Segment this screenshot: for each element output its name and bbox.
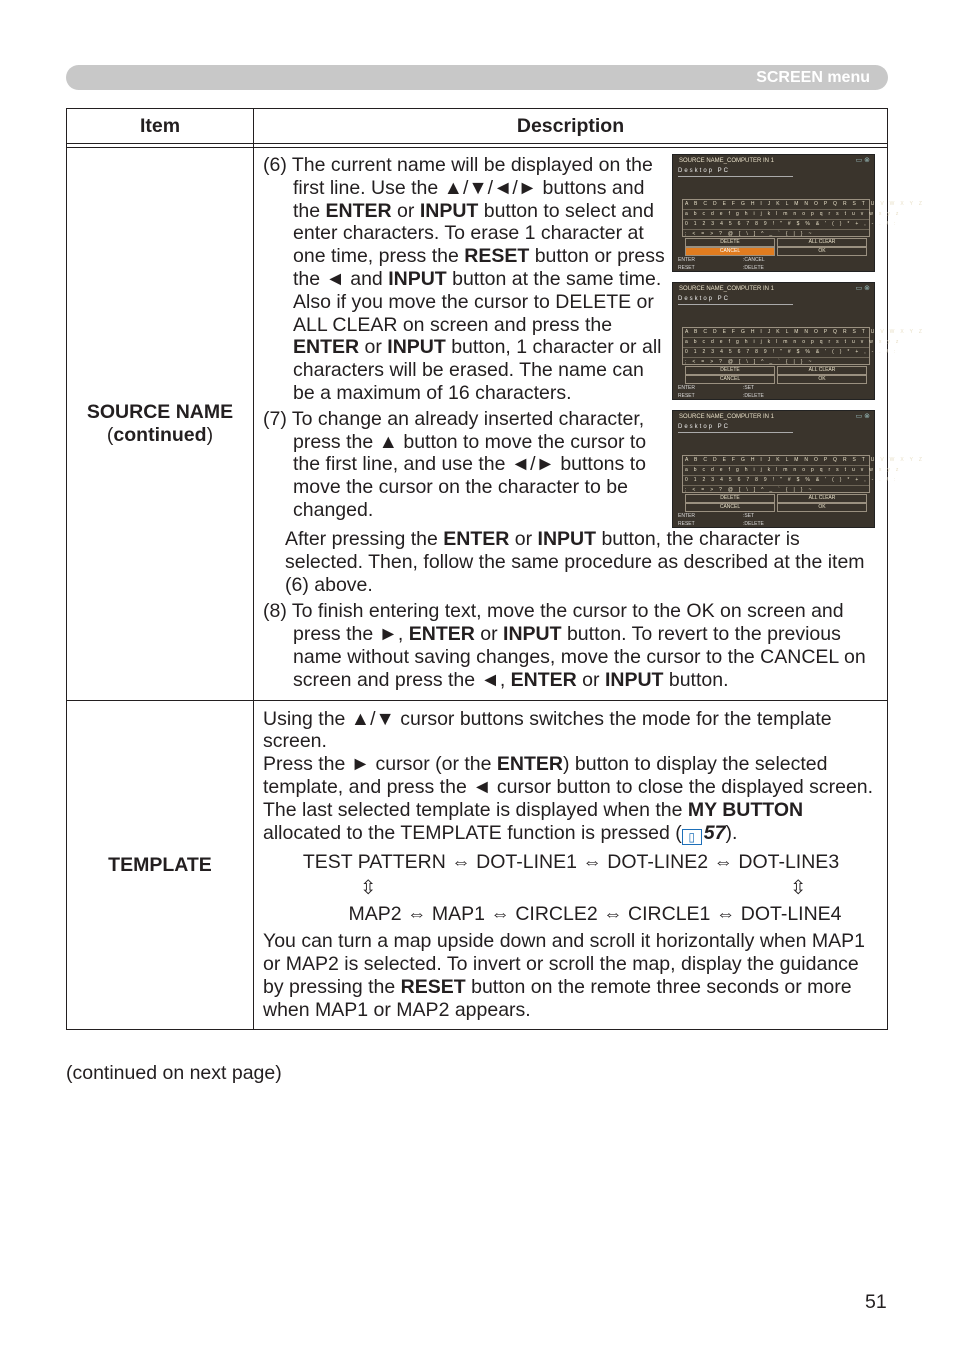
- step-6-text: button, 1 character or all characters will be erased. The name can be a maximum of 16 characters.: [293, 336, 662, 404]
- desc-template: [254, 700, 888, 1030]
- key-hints: [743, 256, 765, 272]
- screen-title: SOURCE NAME_COMPUTER IN 1: [679, 414, 775, 420]
- template-p1: Using the ▲/▼ cursor buttons switches the mode for the template screen.: [263, 707, 832, 753]
- monitor-icon: ▭ ⊗: [855, 413, 870, 420]
- step-7-after: [263, 528, 879, 596]
- key-labels: [678, 384, 695, 400]
- template-p2: [263, 753, 879, 799]
- item-sublabel: [67, 424, 253, 447]
- input-label: INPUT: [387, 336, 446, 359]
- char-grid: [682, 455, 925, 493]
- template-text: You can turn a map upside down and scroll it horizontally when MAP1 or MAP2 is selected. To invert or scroll the map, display the guidance by pressing the: [263, 930, 865, 998]
- ok-button: OK: [777, 503, 867, 512]
- enter-label: ENTER: [443, 528, 510, 550]
- section-header-bar: [66, 65, 888, 90]
- step-6-text: button to select and enter characters. To erase 1 character at one time, press the: [293, 199, 654, 268]
- enter-key: ENTER: [678, 257, 695, 263]
- col-header-description: Description: [254, 109, 888, 144]
- delete-button: DELETE: [685, 494, 775, 503]
- updown-arrow-icon: ⇳: [790, 877, 807, 900]
- template-text: allocated to the TEMPLATE function is pressed (: [263, 821, 682, 844]
- after-text: button, the character is selected. Then, follow the same procedure as described at the item (6) above.: [285, 528, 865, 596]
- step-6-text: button or press the ◄ and: [293, 245, 665, 290]
- table-row-template: [67, 700, 888, 1030]
- continued-label: continued: [113, 423, 207, 446]
- template-text: button on the remote three seconds or more when MAP1 or MAP2 appears.: [263, 975, 852, 1021]
- section-title: SCREEN menu: [756, 69, 870, 86]
- item-source-name: [67, 148, 254, 701]
- item-template: TEMPLATE: [67, 700, 254, 1030]
- name-field: Desktop PC: [678, 167, 793, 177]
- key-hints: [743, 384, 764, 400]
- enter-key: ENTER: [678, 385, 695, 391]
- source-name-screen-2: [672, 282, 925, 400]
- template-text: Press the ► cursor (or the: [263, 753, 497, 776]
- reset-label: RESET: [464, 245, 530, 268]
- key-labels: [678, 512, 695, 528]
- char-row: 0 1 2 3 4 5 6 7 8 9 ! " # $ % & ' ( ) * + , - . / :: [683, 348, 869, 358]
- menu-table: [66, 108, 925, 1030]
- name-field: Desktop PC: [678, 423, 793, 433]
- enter-key: ENTER: [678, 513, 695, 519]
- template-flow-line-2: MAP2 ⇔ MAP1 ⇔ CIRCLE2 ⇔ CIRCLE1 ⇔ DOT-LINE4: [348, 903, 842, 926]
- my-button-label: MY BUTTON: [687, 798, 804, 821]
- paren-open: (: [106, 423, 114, 446]
- source-name-screen-3: [672, 410, 925, 528]
- char-row: ; < = > ? @ [ \ ] ^ _ ` { | } ~: [685, 487, 814, 493]
- col-header-item: Item: [67, 109, 254, 144]
- set-hint: :SET: [743, 385, 755, 391]
- delete-hint: :DELETE: [743, 265, 764, 271]
- template-flow-arrows: [263, 877, 879, 903]
- delete-button: DELETE: [685, 366, 775, 375]
- all-clear-button: ALL CLEAR: [777, 494, 867, 503]
- name-field: Desktop PC: [678, 295, 793, 305]
- step-8: [263, 600, 879, 691]
- step-8-text: button.: [663, 668, 729, 691]
- step-7-text: (7) To change an already inserted character, press the ▲ button to move the cursor to the first line, and use the ◄/► buttons to move the cursor on the character to be changed.: [263, 407, 647, 521]
- char-grid: [682, 199, 925, 237]
- enter-label: ENTER: [325, 199, 392, 222]
- enter-label: ENTER: [510, 668, 577, 691]
- char-row: ; < = > ? @ [ \ ] ^ _ ` { | } ~: [685, 359, 814, 365]
- enter-label: ENTER: [293, 336, 360, 359]
- char-row: A B C D E F G H I J K L M N O P Q R S T U V W X Y Z: [683, 456, 869, 466]
- screen-title: SOURCE NAME_COMPUTER IN 1: [679, 158, 775, 164]
- page-number: 51: [865, 1291, 887, 1313]
- item-label: SOURCE NAME: [86, 400, 234, 423]
- step-8-text: (8) To finish entering text, move the cursor to the OK on screen and press the ►,: [263, 600, 844, 646]
- cancel-button: CANCEL: [685, 247, 775, 256]
- book-reference-icon: ▯: [682, 829, 702, 845]
- monitor-icon: ▭ ⊗: [855, 285, 870, 292]
- monitor-icon: ▭ ⊗: [855, 157, 870, 164]
- step-8-text: or: [474, 623, 504, 646]
- all-clear-button: ALL CLEAR: [777, 238, 867, 247]
- char-row: ; < = > ? @ [ \ ] ^ _ ` { | } ~: [685, 231, 814, 237]
- paren-close: ): [206, 423, 214, 446]
- template-p4: [263, 930, 879, 1021]
- char-row: a b c d e f g h i j k l m n o p q r s t u v w x y z: [683, 210, 869, 220]
- template-p3: [263, 799, 879, 845]
- page-reference[interactable]: 57: [703, 821, 726, 844]
- step-8-text: button. To revert to the previous name without saving changes, move the cursor to the CANCEL on screen and press the ◄,: [293, 623, 866, 691]
- cancel-hint: :CANCEL: [743, 257, 765, 263]
- enter-label: ENTER: [496, 753, 563, 776]
- step-6-text: or: [359, 336, 388, 359]
- char-grid: [682, 327, 925, 365]
- input-label: INPUT: [604, 668, 664, 691]
- key-hints: [743, 512, 764, 528]
- reset-key: RESET: [678, 265, 695, 271]
- char-row: 0 1 2 3 4 5 6 7 8 9 ! " # $ % & ' ( ) * + , - . / :: [683, 476, 869, 486]
- after-text: After pressing the: [285, 528, 444, 550]
- after-text: or: [509, 528, 538, 550]
- cancel-button: CANCEL: [685, 375, 775, 384]
- reset-key: RESET: [678, 521, 695, 527]
- ok-button: OK: [777, 247, 867, 256]
- template-text: ).: [725, 821, 738, 844]
- input-label: INPUT: [537, 528, 597, 550]
- source-name-screen-1: [672, 154, 925, 272]
- input-label: INPUT: [388, 267, 447, 290]
- reset-label: RESET: [400, 975, 466, 998]
- key-labels: [678, 256, 695, 272]
- screen-title: SOURCE NAME_COMPUTER IN 1: [679, 286, 775, 292]
- delete-hint: :DELETE: [743, 393, 764, 399]
- char-row: a b c d e f g h i j k l m n o p q r s t u v w x y z: [683, 338, 869, 348]
- step-6-text: (6) The current name will be displayed on the first line. Use the ▲/▼/◄/► buttons and the: [263, 154, 653, 222]
- screenshots-column: [672, 154, 925, 528]
- desc-source-name: [254, 148, 925, 701]
- table-row-source-name: [67, 148, 888, 701]
- template-text: ) button to display the selected template, and press the ◄ cursor button to close the displayed screen.: [263, 753, 874, 798]
- step-6-text: or: [391, 199, 420, 222]
- cancel-button: CANCEL: [685, 503, 775, 512]
- delete-button: DELETE: [685, 238, 775, 247]
- char-row: A B C D E F G H I J K L M N O P Q R S T U V W X Y Z: [683, 200, 869, 210]
- table-header-row: [67, 109, 888, 144]
- reset-key: RESET: [678, 393, 695, 399]
- ok-button: OK: [777, 375, 867, 384]
- continued-note: (continued on next page): [66, 1062, 282, 1084]
- step-8-text: or: [576, 668, 605, 691]
- enter-label: ENTER: [408, 623, 475, 646]
- all-clear-button: ALL CLEAR: [777, 366, 867, 375]
- template-text: The last selected template is displayed when the: [263, 798, 688, 821]
- char-row: A B C D E F G H I J K L M N O P Q R S T U V W X Y Z: [683, 328, 869, 338]
- set-hint: :SET: [743, 513, 755, 519]
- updown-arrow-icon: ⇳: [360, 877, 377, 900]
- step-6-text: button at the same time. Also if you move the cursor to DELETE or ALL CLEAR on screen and press the: [293, 267, 662, 336]
- input-label: INPUT: [419, 199, 479, 222]
- delete-hint: :DELETE: [743, 521, 764, 527]
- char-row: 0 1 2 3 4 5 6 7 8 9 ! " # $ % & ' ( ) * + , - . / :: [683, 220, 869, 230]
- input-label: INPUT: [503, 623, 562, 646]
- template-flow-line-1: TEST PATTERN ⇔ DOT-LINE1 ⇔ DOT-LINE2 ⇔ DOT-LINE3: [302, 850, 840, 873]
- char-row: a b c d e f g h i j k l m n o p q r s t u v w x y z: [683, 466, 869, 476]
